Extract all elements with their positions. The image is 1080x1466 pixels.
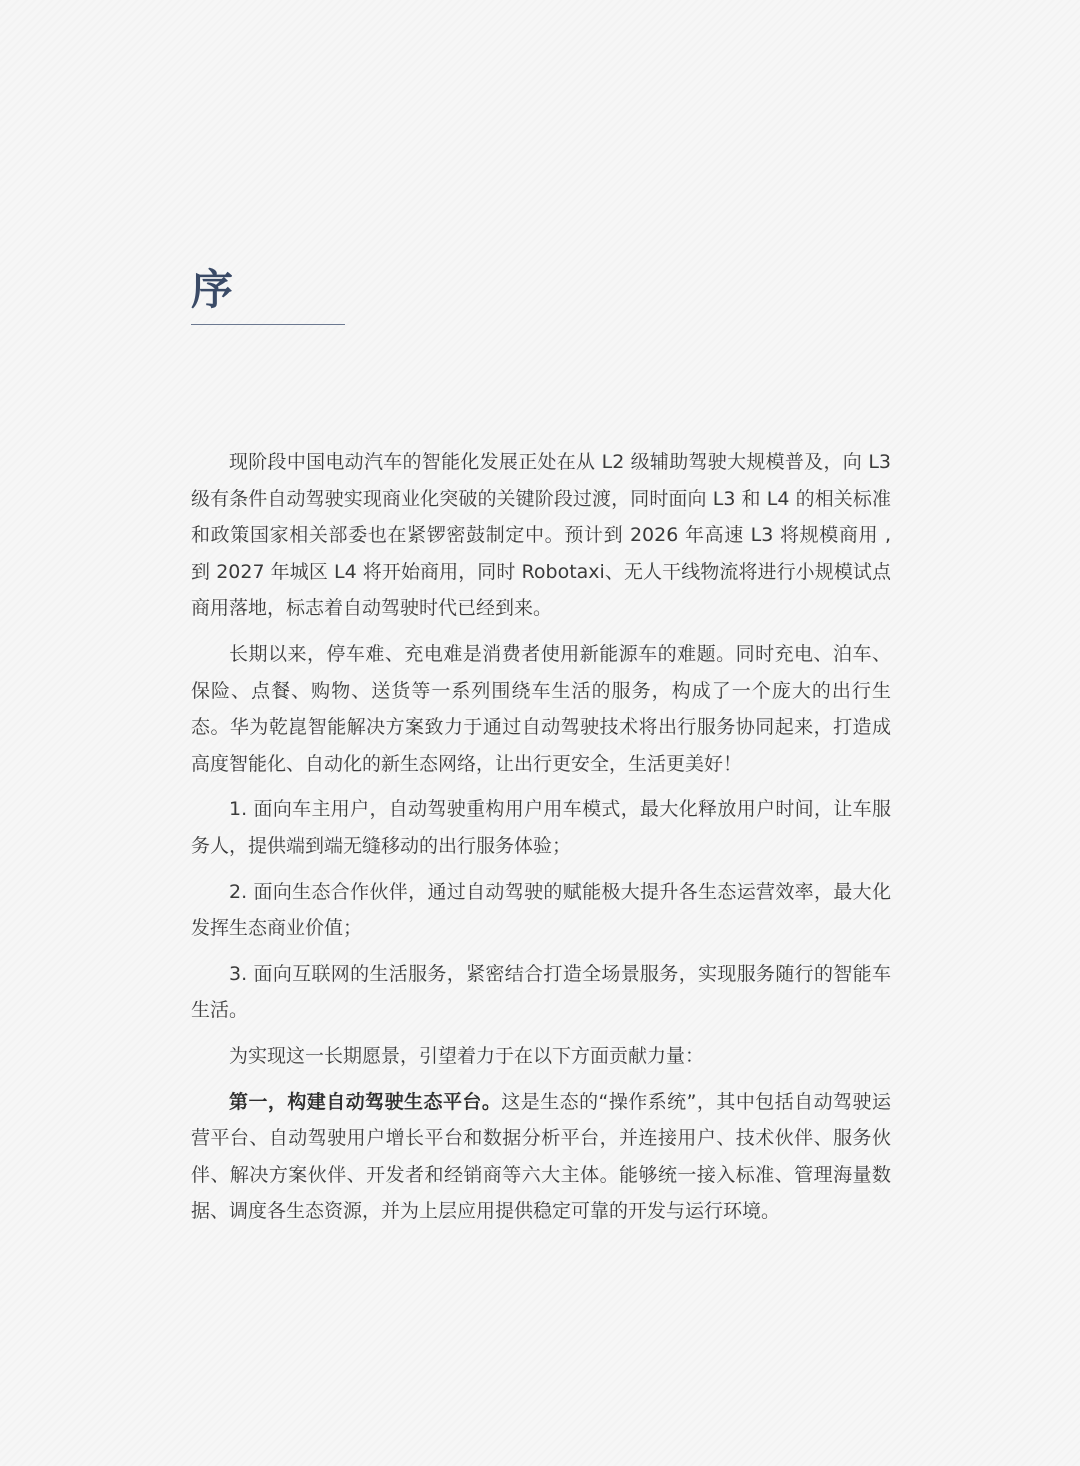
page-title: 序 — [191, 265, 234, 314]
list-item-3: 3. 面向互联网的生活服务，紧密结合打造全场景服务，实现服务随行的智能车生活。 — [191, 962, 891, 1022]
first-point-heading: 第一，构建自动驾驶生态平台。 — [229, 1090, 502, 1113]
paragraph-ecosystem: 长期以来，停车难、充电难是消费者使用新能源车的难题。同时充电、泊车、保险、点餐、购物、送货等一系列围绕车生活的服务，构成了一个庞大的出行生态。华为乾崑智能解决方案致力于通过自动驾驶技术将出行服务协同起来，打造成高度智能化、自动化的新生态网络，让出行更安全，生活更美好！ — [191, 642, 891, 775]
title-underline — [191, 324, 345, 325]
paragraph-first-point — [191, 1084, 891, 1230]
body-text — [191, 444, 891, 1239]
paragraph-intro: 现阶段中国电动汽车的智能化发展正处在从 L2 级辅助驾驶大规模普及，向 L3 级有条件自动驾驶实现商业化突破的关键阶段过渡，同时面向 L3 和 L4 的相关标准和政策国家相关部委也在紧锣密鼓制定中。预计到 2026 年高速 L3 将规模商用 , 到 2027 年城区 L4 将开始商用，同时 Robotaxi、无人干线物流将进行小规模试点商用落地，标志着自动驾驶时代已经到来。 — [191, 451, 891, 620]
first-point-text: 这是生态的“操作系统”，其中包括自动驾驶运营平台、自动驾驶用户增长平台和数据分析平台，并连接用户、技术伙伴、服务伙伴、解决方案伙伴、开发者和经销商等六大主体。能够统一接入标准、管理海量数据、调度各生态资源，并为上层应用提供稳定可靠的开发与运行环境。 — [191, 1090, 891, 1223]
list-item-1: 1. 面向车主用户，自动驾驶重构用户用车模式，最大化释放用户时间，让车服务人，提供端到端无缝移动的出行服务体验； — [191, 798, 891, 857]
paragraph-vision: 为实现这一长期愿景，引望着力于在以下方面贡献力量： — [229, 1044, 705, 1067]
list-item-2: 2. 面向生态合作伙伴，通过自动驾驶的赋能极大提升各生态运营效率，最大化发挥生态商业价值； — [191, 880, 891, 940]
